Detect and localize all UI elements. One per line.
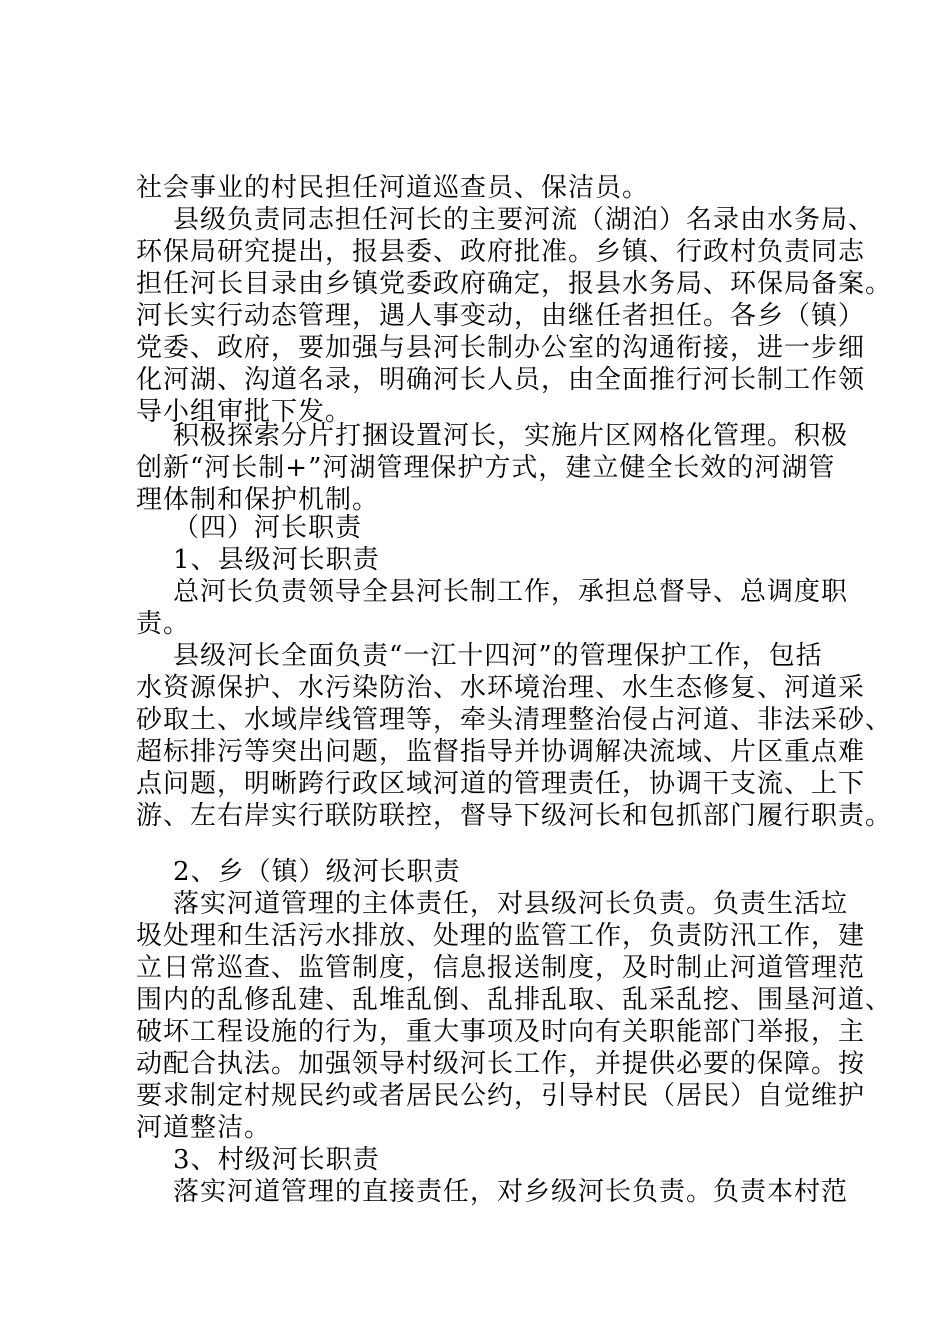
text-line: 河道整洁。 <box>136 1113 272 1143</box>
text-line: 要求制定村规民约或者居民公约，引导村民（居民）自觉维护 <box>136 1081 866 1111</box>
text-line: 创新“河长制+”河湖管理保护方式，建立健全长效的河湖管 <box>136 453 836 483</box>
text-line: 责。 <box>136 609 191 639</box>
text-line: 圾处理和生活污水排放、处理的监管工作，负责防汛工作，建 <box>136 921 866 951</box>
text-line: 县级负责同志担任河长的主要河流（湖泊）名录由水务局、 <box>136 205 876 235</box>
text-line: 环保局研究提出，报县委、政府批准。乡镇、行政村负责同志 <box>136 237 866 267</box>
text-line: 党委、政府，要加强与县河长制办公室的沟通衔接，进一步细 <box>136 333 866 363</box>
text-line: 围内的乱修乱建、乱堆乱倒、乱排乱取、乱采乱挖、围垦河道、 <box>136 985 893 1015</box>
text-line: 破坏工程设施的行为，重大事项及时向有关职能部门举报，主 <box>136 1017 866 1047</box>
text-line: 社会事业的村民担任河道巡查员、保洁员。 <box>136 173 650 203</box>
text-line: 点问题，明晰跨行政区域河道的管理责任，协调干支流、上下 <box>136 769 866 799</box>
text-line: 落实河道管理的直接责任，对乡级河长负责。负责本村范 <box>136 1177 849 1207</box>
text-line: 县级河长全面负责“一江十四河”的管理保护工作，包括 <box>136 641 823 671</box>
text-line: 理体制和保护机制。 <box>136 485 380 515</box>
text-line: 总河长负责领导全县河长制工作，承担总督导、总调度职 <box>136 577 849 607</box>
subsection-heading: 3、村级河长职责 <box>136 1145 380 1175</box>
text-line: 担任河长目录由乡镇党委政府确定，报县水务局、环保局备案。 <box>136 269 893 299</box>
text-line: 河长实行动态管理，遇人事变动，由继任者担任。各乡（镇） <box>136 301 866 331</box>
subsection-heading: 1、县级河长职责 <box>136 545 380 575</box>
section-heading: （四）河长职责 <box>136 513 363 543</box>
text-line: 积极探索分片打捆设置河长，实施片区网格化管理。积极 <box>136 421 849 451</box>
subsection-heading: 2、乡（镇）级河长职责 <box>136 857 461 887</box>
text-line: 水资源保护、水污染防治、水环境治理、水生态修复、河道采 <box>136 673 866 703</box>
text-line: 动配合执法。加强领导村级河长工作，并提供必要的保障。按 <box>136 1049 866 1079</box>
text-line: 砂取土、水域岸线管理等，牵头清理整治侵占河道、非法采砂、 <box>136 705 893 735</box>
text-line: 落实河道管理的主体责任，对县级河长负责。负责生活垃 <box>136 889 849 919</box>
text-line: 化河湖、沟道名录，明确河长人员，由全面推行河长制工作领 <box>136 365 866 395</box>
text-line: 游、左右岸实行联防联控，督导下级河长和包抓部门履行职责。 <box>136 801 893 831</box>
text-line: 导小组审批下发。 <box>136 397 353 427</box>
text-line: 超标排污等突出问题，监督指导并协调解决流域、片区重点难 <box>136 737 866 767</box>
text-line: 立日常巡查、监管制度，信息报送制度，及时制止河道管理范 <box>136 953 866 983</box>
